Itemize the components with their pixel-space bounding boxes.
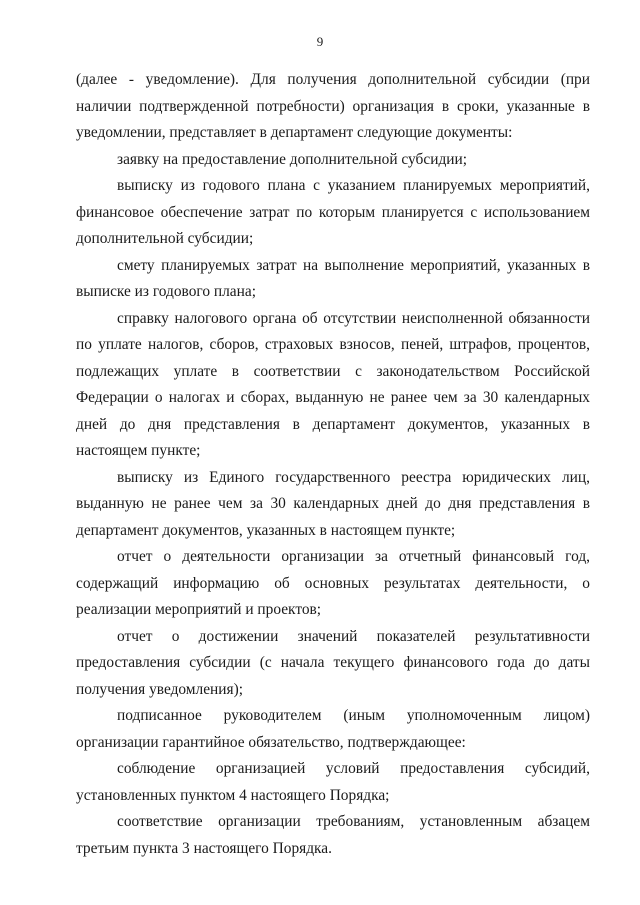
document-body	[76, 67, 590, 862]
paragraph-annual-plan-extract: выписку из годового плана с указанием планируемых мероприятий, финансовое обеспечение затрат по которым планируется с использованием дополнительной субсидии;	[76, 177, 590, 247]
paragraph-application: заявку на предоставление дополнительной субсидии;	[117, 150, 468, 168]
paragraph-compliance-conditions: соблюдение организацией условий предоставления субсидий, установленных пунктом 4 настоящего Порядка;	[76, 760, 590, 804]
paragraph-indicators-report: отчет о достижении значений показателей результативности предоставления субсидии (с начала текущего финансового года до даты получения уведомления);	[76, 627, 590, 698]
paragraph-continuation: (далее - уведомление). Для получения дополнительной субсидии (при наличии подтвержденной потребности) организация в сроки, указанные в уведомлении, представляет в департамент следующие документы:	[76, 71, 590, 141]
paragraph-activity-report: отчет о деятельности организации за отчетный финансовый год, содержащий информацию об основных результатах деятельности, о реализации мероприятий и проектов;	[76, 548, 590, 618]
paragraph-register-extract: выписку из Единого государственного реестра юридических лиц, выданную не ранее чем за 30 календарных дней до дня представления в департамент документов, указанных в настоящем пункте;	[76, 468, 590, 539]
paragraph-tax-certificate: справку налогового органа об отсутствии неисполненной обязанности по уплате налогов, сборов, страховых взносов, пеней, штрафов, процентов, подлежащих уплате в соответствии с законодательством Российской Федерации о налогах и сборах, выданную не ранее чем за 30 календарных дней до дня представления в департамент документов, указанных в настоящем пункте;	[76, 309, 590, 459]
paragraph-cost-estimate: смету планируемых затрат на выполнение мероприятий, указанных в выписке из годового плана;	[76, 256, 590, 300]
page-number: 9	[316, 34, 324, 49]
paragraph-guarantee: подписанное руководителем (иным уполномоченным лицом) организации гарантийное обязательство, подтверждающее:	[76, 707, 590, 751]
paragraph-compliance-requirements: соответствие организации требованиям, установленным абзацем третьим пункта 3 настоящего Порядка.	[76, 813, 590, 857]
